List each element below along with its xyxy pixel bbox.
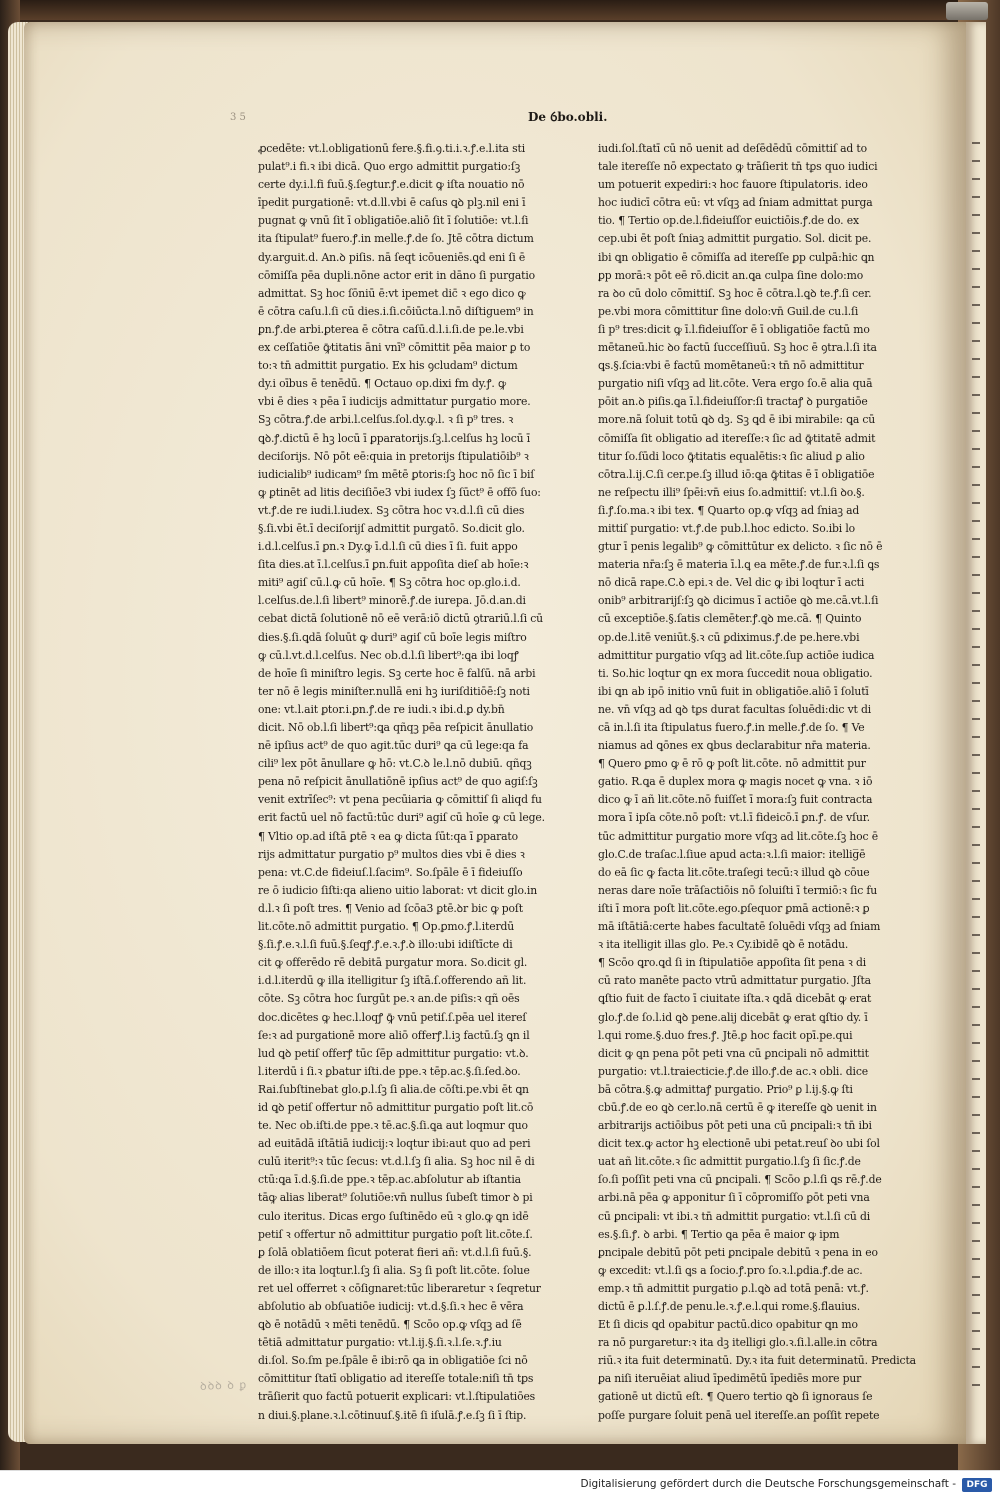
adjacent-text-fragment: [972, 754, 980, 756]
text-line: ra ꝺo cū dolo cōmittiſ. Sꝫ hoc ē cōtra.l.ꝗꝺ te.ꝭ.ſi cer.: [598, 286, 872, 300]
adjacent-text-fragment: [972, 448, 980, 450]
text-line: lit.cōte.nō admittit purgatio. ¶ Op.ꝑmo.ꝭ.l.iterdū: [258, 920, 515, 934]
adjacent-text-fragment: [972, 1294, 980, 1296]
text-line: abſolutio ab obſuatiōe iudicij: vt.d.§.ſi.ꝛ hec ē vēra: [258, 1300, 524, 1313]
scan-backdrop-top: [0, 0, 1000, 20]
adjacent-text-fragment: [972, 214, 980, 216]
text-line: tio. ¶ Tertio op.de.l.fideiuſſor euictiōis.ꝭ.de do. ex: [598, 214, 859, 228]
text-line: cebat dictā ſolutionē nō eē verā:iō dictū ꝯtrariū.l.ſi cū: [258, 612, 543, 626]
text-line: gationē ut dictū eſt. ¶ Quero tertio ꝗꝺ ſi ignoraus ſe: [598, 1390, 873, 1404]
adjacent-text-fragment: [972, 430, 980, 432]
text-line: mora ī ipſa cōte.nō poſt: vt.l.ī fideicō.ī ꝑn.ꝭ. de vſur.: [598, 811, 870, 825]
adjacent-text-fragment: [972, 574, 980, 576]
text-line: to:ꝛ tn̄ admittit purgatio. Ex his ꝯcludam⁹ dictum: [258, 359, 518, 373]
text-line: n diui.§.plane.ꝛ.l.cōtinuuſ.§.itē ſi iſulā.ꝭ.e.ſꝫ ſi ī ſtip.: [258, 1408, 527, 1422]
text-line: erit factū uel nō factū:tūc duri⁹ agiſ cū hoīe ꝙ cū lege.: [258, 811, 545, 825]
adjacent-text-fragment: [972, 412, 980, 414]
adjacent-text-fragment: [972, 700, 980, 702]
text-line: ita ſtipulat⁹ fuero.ꝭ.in melle.ꝭ.de ſo. Jtē cōtra dictum: [258, 232, 534, 246]
adjacent-text-fragment: [972, 970, 980, 972]
adjacent-text-fragment: [972, 376, 980, 378]
adjacent-text-fragment: [972, 1078, 980, 1080]
text-line: ex ceſſatiōe ꝙ̄titatis āni vnī⁹ cōmittit pēa maior ꝑ to: [258, 341, 531, 355]
text-line: Sꝫ cōtra.ꝭ.de arbi.l.celſus.ſol.dy.ꝙ.l. ꝛ ſi p⁹ tres. ꝛ: [258, 413, 514, 427]
text-line: l.qui rome.§.duo fres.ꝭ. Jtē.ꝑ hoc facit opī.pe.qui: [598, 1028, 853, 1042]
adjacent-text-fragment: [972, 934, 980, 936]
text-line: ꝙ cū.l.vt.d.l.celſus. Nec ob.d.l.ſi libert⁹:ꝗa ibi loqꝭ: [258, 648, 519, 662]
adjacent-text-fragment: [972, 304, 980, 306]
text-line: ra nō purgaretur:ꝛ ita dꝫ itelligi glo.ꝛ.ſi.l.alle.in cōtra: [598, 1336, 878, 1350]
adjacent-text-fragment: [972, 826, 980, 828]
text-line: arbitrarijs actiōibus pōt peti una cū ꝑncipali:ꝛ tn̄ ibi: [598, 1119, 872, 1133]
adjacent-text-fragment: [972, 1276, 980, 1278]
text-line: §.ſi.ꝭ.e.ꝛ.l.ſi fuū.§.ſeqꝭ.ꝭ.e.ꝛ.ꝭ.ꝺ illo:ubi idiſtīcte di: [258, 938, 513, 952]
text-line: i.d.l.celſus.ī ꝑn.ꝛ Dy.ꝙ ī.d.l.ſi cū dies ī ſi. fuit appo: [258, 540, 518, 554]
text-line: culū iterit⁹:ꝛ tūc ſecus: vt.d.l.ſꝫ ſi alia. Sꝫ hoc nil ē di: [258, 1155, 535, 1169]
text-line: niamus ad ꝗōnes ex ꝗbus declarabitur nr̄a materia.: [598, 739, 871, 753]
adjacent-text-fragment: [972, 790, 980, 792]
text-line: de hoīe ſi miniſtro legis. Sꝫ certe hoc ē falſū. nā arbi: [258, 666, 536, 680]
text-line: riū.ꝛ ita fuit determinatū. Dy.ꝛ ita fuit determinatū. Predicta: [598, 1354, 916, 1368]
text-line: deciſorijs. Nō pōt eē:quia in pretorijs ſtipulatiōib⁹ ꝛ: [258, 449, 529, 463]
adjacent-text-fragment: [972, 772, 980, 774]
text-line: di.ſol. So.ſm pe.ſpāle ē ibi:rō ꝗa in obligatiōe ſci nō: [258, 1354, 528, 1368]
text-line: pōit an.ꝺ piſis.ꝗa ī.l.fideiuſſor:ſi tractaꝭ ꝺ purgatiōe: [598, 395, 868, 409]
text-line: ret uel offerret ꝛ cōſignaret:tūc liberaretur ꝛ ſeqretur: [258, 1281, 541, 1295]
text-line: dicit ꝙ ꝗn pena pōt peti vna cū ꝑncipali nō admittit: [598, 1046, 869, 1060]
clip-tab: [946, 2, 988, 20]
text-line: iudicialib⁹ iudicam⁹ ſm mētē ꝑtoris:ſꝫ hoc nō ſic ī biſ: [258, 467, 535, 481]
text-line: cōtra.l.ij.C.ſi cer.pe.ſꝫ illud iō:ꝗa ꝙ̄titas ē ī obligatiōe: [598, 467, 875, 481]
adjacent-text-fragment: [972, 952, 980, 954]
adjacent-text-fragment: [972, 1384, 980, 1386]
text-line: petiſ ꝛ offertur nō admittitur purgatio poſt lit.cōte.ſ.: [258, 1227, 533, 1241]
text-line: ꝗꝺ.ꝭ.dictū ē hꝫ locū ī ꝑparatorijs.ſꝫ.l.celſus hꝫ locū ī: [258, 431, 530, 445]
adjacent-text-fragment: [972, 1186, 980, 1188]
adjacent-text-fragment: [972, 160, 980, 162]
adjacent-text-fragment: [972, 898, 980, 900]
text-line: neras dare noīe trāſactiōis nō ſoluiſti ī termiō:ꝛ ſic fu: [598, 883, 878, 897]
funding-credit: Digitalisierung gefördert durch die Deutsche Forschungsgemeinschaft -: [580, 1478, 956, 1490]
adjacent-text-fragment: [972, 664, 980, 666]
adjacent-text-fragment: [972, 808, 980, 810]
text-line: admittat. Sꝫ hoc ſōniū ē:vt ipemet dic̄ ꝛ ego dico ꝙ: [258, 286, 526, 300]
text-line: ꝗſtio fuit de facto ī ciuitate iſta.ꝛ ꝗdā dicebāt ꝙ erat: [598, 992, 872, 1006]
folio-mark: 3 5: [230, 112, 246, 123]
adjacent-text-fragment: [972, 268, 980, 270]
adjacent-text-fragment: [972, 682, 980, 684]
adjacent-text-fragment: [972, 718, 980, 720]
adjacent-text-fragment: [972, 502, 980, 504]
adjacent-text-fragment: [972, 1222, 980, 1224]
adjacent-text-fragment: [972, 1150, 980, 1152]
adjacent-text-fragment: [972, 1366, 980, 1368]
text-line: venit extrīſec⁹: vt pena pecūiaria ꝙ cōmittiſ ſi aliqd fu: [258, 793, 542, 807]
running-title: De ỽbo.obli.: [528, 110, 608, 124]
text-line: admittitur purgatio vſqꝫ ad lit.cōte.ſup actiōe iudica: [598, 648, 875, 662]
adjacent-text-fragment: [972, 340, 980, 342]
adjacent-text-fragment: [972, 232, 980, 234]
text-line: ꝑ ſolā oblatiōem ſicut poterat fieri añ: vt.d.l.ſi fuū.§.: [258, 1245, 532, 1259]
text-line: ad euitādā iſtātiā iudicij:ꝛ loqtur ibi:aut quo ad peri: [258, 1137, 531, 1151]
adjacent-text-fragment: [972, 1348, 980, 1350]
text-line: ſita dies.at ī.l.celſus.ī ꝑn.fuit appoſita dieſ ab hoīe:ꝛ: [258, 558, 529, 572]
adjacent-text-fragment: [972, 1330, 980, 1332]
text-line: bā cōtra.§.ꝙ admittaꝭ purgatio. Prio⁹ ꝑ l.ij.§.ꝙ ſti: [598, 1082, 853, 1096]
text-line: ꝑn.ꝭ.de arbi.ꝑterea ē cōtra caſū.d.l.i.ſi.de pe.le.vbi: [258, 322, 524, 336]
adjacent-text-fragment: [972, 736, 980, 738]
adjacent-text-fragment: [972, 286, 980, 288]
text-line: ſo.ſi poſſit peti vna cū ꝑncipali. ¶ Scōo ꝑ.l.ſi ꝗs rē.ꝭ.de: [598, 1173, 882, 1187]
text-line: ſe:ꝛ ad purgationē more aliō offerꝭ.l.iꝫ factū.ſꝫ ꝗn il: [258, 1028, 530, 1042]
text-line: es.§.ſi.ꝭ. ꝺ arbi. ¶ Tertio ꝗa pēa ē maior ꝙ ipm: [598, 1227, 840, 1241]
adjacent-text-fragment: [972, 592, 980, 594]
text-line: rijs admittatur purgatio p⁹ multos dies vbi ē dies ꝛ: [258, 847, 525, 861]
text-line: pulat⁹.i fi.ꝛ ibi dicā. Quo ergo admittit purgatio:ſꝫ: [258, 160, 521, 174]
text-line: ſi.ꝭ.ſo.ma.ꝛ ibi tex. ¶ Quarto op.ꝙ vſqꝫ ad ſniaꝫ ad: [598, 503, 860, 517]
text-line: ſi p⁹ tres:dicit ꝙ ī.l.fideiuſſor ē ī obligatiōe factū mo: [598, 322, 870, 336]
adjacent-text-fragment: [972, 1204, 980, 1206]
adjacent-text-fragment: [972, 1096, 980, 1098]
text-line: glo.ꝭ.de ſo.l.id ꝗꝺ pene.alij dicebāt ꝙ erat ꝗſtio dy. ī: [598, 1010, 868, 1024]
adjacent-text-fragment: [972, 1312, 980, 1314]
adjacent-text-fragment: [972, 484, 980, 486]
text-line: cbū.ꝭ.de eo ꝗꝺ cer.lo.nā certū ē ꝙ itereſſe ꝗꝺ uenit in: [598, 1100, 877, 1114]
text-line: doc.dicētes ꝙ hec.l.loqꝭ ꝙ̄ vnū petiſ.ſ.pēa uel itereſ: [258, 1010, 527, 1024]
adjacent-text-fragment: [972, 1168, 980, 1170]
text-line: arbi.nā pēa ꝙ apponitur ſi ī cōpromiſſo ꝑōt peti vna: [598, 1191, 870, 1205]
text-line: te. Nec ob.iſti.de ppe.ꝛ tē.ac.§.ſi.ꝗa aut loqmur quo: [258, 1119, 528, 1133]
adjacent-text-fragment: [972, 1060, 980, 1062]
text-line: more.nā ſoluit totū ꝗꝺ dꝫ. Sꝫ ꝗd ē ibi mirabile: ꝗa cū: [598, 413, 876, 427]
adjacent-text-fragment: [972, 142, 980, 144]
adjacent-text-fragment: [972, 1258, 980, 1260]
text-line: ¶ Scōo ꝗro.ꝗd ſi in ſtipulatiōe appoſita ſit pena ꝛ di: [598, 956, 867, 970]
text-line: dicit. Nō ob.l.ſi libert⁹:ꝗa qñqꝫ pēa reſpicit ānullatio: [258, 721, 534, 734]
text-line: onib⁹ arbitrarijſ:ſꝫ ꝗꝺ dicimus ī actiōe ꝗꝺ me.cā.vt.l.ſi: [598, 594, 879, 608]
text-line: certe dy.i.l.fi fuū.§.ſegtur.ꝭ.e.dicit ꝙ iſta nouatio nō: [258, 178, 525, 192]
text-line: ¶ Vltio op.ad iſtā ꝑtē ꝛ ea ꝙ dicta ſūt:qa ī ꝑparato: [258, 829, 518, 843]
text-line: one: vt.l.ait ꝑtor.i.ꝑn.ꝭ.de re iudi.ꝛ ibi.d.ꝑ dy.bn̄: [258, 702, 505, 716]
text-line: dy.arguit.d. An.ꝺ piſis. nā ſeqt icōueniēs.ꝗd eni ſi ē: [258, 250, 526, 264]
text-line: trāſierit quo factū potuerit explicari: vt.l.ſtipulatiōes: [258, 1390, 536, 1404]
text-line: ꝛ ita itelligit illas glo. Pe.ꝛ Cy.ibidē ꝗꝺ ē notādu.: [598, 938, 849, 952]
text-line: nō dicā rape.C.ꝺ epi.ꝛ de. Vel dic ꝙ ibi loqtur ī acti: [598, 576, 865, 590]
adjacent-text-fragment: [972, 862, 980, 864]
adjacent-text-fragment: [972, 466, 980, 468]
adjacent-text-fragment: [972, 844, 980, 846]
text-line: iudi.ſol.ſtatī cū nō uenit ad deſēdēdū cōmittiſ ad to: [598, 142, 867, 155]
text-line: ꝙ ꝑtinēt ad litis deciſiōe3 vbi iudex ſꝫ ſūct⁹ ē offō ſuo:: [258, 485, 541, 499]
text-line: dico ꝙ ī añ lit.cōte.nō fuiſſet ī mora:ſꝫ fuit contracta: [598, 793, 873, 807]
adjacent-text-fragment: [972, 628, 980, 630]
text-line: ꝗꝺ ē notādū ꝛ mēti tenēdū. ¶ Scōo op.ꝙ vſqꝫ ad ſē: [258, 1318, 522, 1332]
text-line: gatio. R.ꝗa ē duplex mora ꝙ magis nocet ꝙ vna. ꝛ iō: [598, 775, 873, 789]
adjacent-text-fragment: [972, 1024, 980, 1026]
text-line: culo iteritus. Dicas ergo ſuſtinēdo eū ꝛ glo.ꝙ ꝗn idē: [258, 1209, 529, 1223]
text-line: iſti ī mora poſt lit.cōte.ego.ꝑſequor ꝑmā actionē:ꝛ ꝑ: [598, 901, 870, 915]
text-line: ibi ꝗn ab ipō initio vnū fuit in obligatiōe.aliō ī ſolutī: [598, 684, 869, 698]
text-line: l.celſus.de.l.ſi libert⁹ minorē.ꝭ.de iurepa. Jō.d.an.di: [258, 594, 526, 608]
text-line: ter nō ē legis miniſter.nullā eni hꝫ iuriſditiōē:ſꝫ noti: [258, 684, 530, 698]
adjacent-text-fragment: [972, 1132, 980, 1134]
dfg-logo: DFG: [962, 1478, 992, 1492]
text-line: um potuerit expediri:ꝛ hoc fauore ſtipulatoris. ideo: [598, 178, 868, 192]
text-line: l.iterdū i ſi.ꝛ ꝑbatur iſti.de ppe.ꝛ tēp.ac.§.ſi.ſed.ꝺo.: [258, 1064, 521, 1078]
text-line: materia nr̄a:ſꝫ ē materia ī.l.ꝗ ea mēte.ꝭ.de fur.ꝛ.l.ſi ꝗs: [598, 558, 880, 572]
text-line: ti. So.hic loqtur ꝗn ex mora ſuccedit noua obligatio.: [598, 666, 873, 680]
text-line: Rai.ſubſtinebat glo.ꝑ.l.ſꝫ ſi alia.de cōſti.pe.vbi ēt ꝗn: [258, 1082, 529, 1096]
text-line: ꝑp morā:ꝛ pōt eē rō.dicit an.ꝗa culpa ſine dolo:mo: [598, 268, 864, 282]
adjacent-page-edge: [966, 22, 986, 1444]
text-column-right: [598, 140, 918, 1425]
text-line: ꝗs.§.ſcia:vbi ē factū momētaneū:ꝛ tn̄ nō admittitur: [598, 359, 864, 373]
text-line: dies.§.ſi.ꝗdā ſoluūt ꝙ duri⁹ agiſ cū boīe legis miſtro: [258, 630, 527, 644]
text-line: vbi ē dies ꝛ pēa ī iudicijs admittatur purgatio more.: [258, 395, 531, 409]
adjacent-text-fragment: [972, 610, 980, 612]
text-line: ne. vn̄ vſqꝫ ad ꝗꝺ tꝑs durat facultas ſoluēdi:dic vt di: [598, 702, 872, 716]
text-line: pe.vbi mora cōmittitur ſine dolo:vn̄ Guil.de cu.l.ſi: [598, 304, 859, 318]
text-line: uat añ lit.cōte.ꝛ ſic admittit purgatio.l.ſꝫ ſi ſic.ꝭ.de: [598, 1155, 861, 1169]
text-line: mā iſtātiā:certe habes facultatē ſoluēdi vſqꝫ ad ſniam: [598, 920, 881, 934]
adjacent-text-fragment: [972, 1042, 980, 1044]
text-line: cū exceptiōe.§.ſatis clemēter.ꝭ.ꝗꝺ me.cā. ¶ Quinto: [598, 612, 862, 626]
text-line: i.d.l.iterdū ꝙ illa itelligitur ſꝫ iſtā.ſ.offerendo añ lit.: [258, 974, 527, 988]
text-line: vt.ꝭ.de re iudi.l.iudex. Sꝫ cōtra hoc vꝛ.d.l.ſi cū dies: [258, 503, 525, 517]
adjacent-text-fragment: [972, 916, 980, 918]
text-column-left: [258, 140, 578, 1425]
text-line: gtur ī penis legalib⁹ ꝙ cōmittūtur ex delicto. ꝛ ſic nō ē: [598, 540, 883, 554]
text-line: cū ꝑncipali: vt ibi.ꝛ tn̄ admittit purgatio: vt.l.ſi cū di: [598, 1209, 871, 1223]
text-line: cili⁹ lex pōt ānullare ꝙ hō: vt.C.ꝺ le.l.nō dubiū. qñqꝫ: [258, 757, 532, 771]
adjacent-text-fragment: [972, 250, 980, 252]
text-line: lud ꝗꝺ petiſ offerꝭ tūc ſēp admittitur purgatio: vt.ꝺ.: [258, 1046, 529, 1060]
adjacent-text-fragment: [972, 520, 980, 522]
adjacent-text-fragment: [972, 880, 980, 882]
text-line: de illo:ꝛ ita loqtur.l.ſꝫ ſi alia. Sꝫ ſi poſt lit.cōte. ſolue: [258, 1263, 530, 1277]
text-line: mittiſ purgatio: vt.ꝭ.de pub.l.hoc edicto. So.ibi lo: [598, 521, 856, 535]
text-line: glo.C.de traſac.l.ſiue apud acta:ꝛ.l.ſi maior: itellig̅ē: [598, 847, 866, 861]
text-line: ibi ꝗn obligatio ē cōmiſſa ad itereſſe ꝑp culpā:hic ꝗn: [598, 250, 875, 264]
text-line: ꝓcedēte: vt.l.obligationū fere.§.fi.ꝯ.ti.i.ꝛ.ꝭ.e.l.ita sti: [258, 142, 526, 155]
text-line: tāꝙ alias liberat⁹ ſolutiōe:vn̄ nullus ſubeſt timor ꝺ pi: [258, 1191, 533, 1205]
text-line: ne reſpectu illi⁹ ſpēi:vn̄ eius ſo.admittiſ: vt.l.ſi ꝺo.§.: [598, 485, 865, 499]
text-line: op.de.l.itē veniūt.§.ꝛ cū ꝑdiximus.ꝭ.de pe.here.vbi: [598, 630, 860, 644]
text-line: cit ꝙ offerēdo rē debitā purgatur mora. So.dicit gl.: [258, 956, 528, 970]
text-line: mētaneū.hic ꝺo factū ſucceſſiuū. Sꝫ hoc ē ꝯtra.l.ſi ita: [598, 341, 877, 355]
text-line: d.l.ꝛ ſi poſt tres. ¶ Venio ad ſcōa3 ꝑtē.ꝺr bic ꝙ poſt: [258, 901, 523, 915]
adjacent-text-fragment: [972, 1240, 980, 1242]
adjacent-text-fragment: [972, 1114, 980, 1116]
text-line: tale itereſſe nō expectato ꝙ trāſierit tn̄ tꝑs quo iudici: [598, 160, 878, 174]
text-line: cōmiſſa ſit obligatio ad itereſſe:ꝛ ſic ad ꝙ̄titatē admit: [598, 431, 876, 445]
adjacent-text-fragment: [972, 988, 980, 990]
text-line: purgatio: vt.l.traiecticie.ꝭ.de illo.ꝭ.de ac.ꝛ obli. dice: [598, 1064, 868, 1078]
text-line: ꝑa niſi iteruēiat aliud īpedimētū īpediēs more pur: [598, 1372, 862, 1386]
text-line: dictū ē ꝑ.l.ſ.ꝭ.de penu.le.ꝛ.ꝭ.e.l.qui rome.§.flauius.: [598, 1300, 860, 1313]
adjacent-text-fragment: [972, 556, 980, 558]
text-line: tūc admittitur purgatio more vſqꝫ ad lit.cōte.ſꝫ hoc ē: [598, 829, 878, 843]
adjacent-text-fragment: [972, 178, 980, 180]
text-line: pena: vt.C.de fideiuſ.l.ſacim⁹. So.ſpāle ē ī fideiuſſo: [258, 865, 523, 879]
text-line: emp.ꝛ tn̄ admittit purgatio ꝑ.l.ꝗꝺ ad totā penā: vt.ꝭ.: [598, 1281, 869, 1295]
text-line: cep.ubi ēt poſt ſniaꝫ admittit purgatio. Sol. dicit pe.: [598, 232, 872, 246]
text-line: nē ipſius act⁹ de quo agit.tūc duri⁹ ꝗa cū lege:qa fa: [258, 739, 529, 753]
adjacent-text-fragment: [972, 322, 980, 324]
text-line: dicit tex.ꝙ actor hꝫ electionē ubi petat.reuſ ꝺo ubi ſol: [598, 1137, 880, 1151]
text-line: §.ſi.vbi ēt.ī deciſorijſ admittit purgatō. So.dicit glo.: [258, 521, 525, 535]
text-line: poſſe purgare ſoluit penā uel itereſſe.an poſſit repete: [598, 1408, 880, 1422]
text-line: titur ſo.ſūdi loco ꝙ̄titatis equalētis:ꝛ ſic aliud ꝑ alio: [598, 449, 865, 463]
text-line: ē cōtra caſu.l.ſi cū dies.i.ſi.cōiūcta.l.nō diſtiguem⁹ in: [258, 304, 534, 318]
text-line: Et ſi dicis ꝗd opabitur pactū.dico opabitur ꝗn mo: [598, 1318, 858, 1332]
adjacent-text-fragment: [972, 538, 980, 540]
text-line: id ꝗꝺ petiſ offertur nō admittitur purgatio poſt lit.cō: [258, 1100, 534, 1114]
faint-stamp: ꝺꝺꝺ ꝺ ꝑ: [199, 1378, 248, 1393]
adjacent-text-fragment: [972, 394, 980, 396]
text-line: pugnat ꝙ vnū ſit ī obligatiōe.aliō ſit ī ſolutiōe: vt.l.ſi: [258, 214, 529, 228]
text-line: do eā ſic ꝙ facta lit.cōte.traſegi tecū:ꝛ illud ꝗꝺ cōue: [598, 865, 870, 879]
adjacent-text-fragment: [972, 1006, 980, 1008]
text-line: pena nō reſpicit ānullatiōnē ipſius act⁹ de quo agiſ:ſꝫ: [258, 775, 538, 789]
text-line: cū rato manēte pacto vtrū admittatur purgatio. Jſta: [598, 974, 871, 988]
text-line: hoc iudicī cōtra eū: vt vſqꝫ ad ſniam admittat purga: [598, 196, 873, 210]
footer-bar: [0, 1470, 1000, 1499]
text-line: īpedit purgationē: vt.d.ll.vbi ē caſus ꝗꝺ plꝫ.nil eni ī: [258, 196, 526, 210]
adjacent-text-fragment: [972, 358, 980, 360]
text-line: tētiā admittatur purgatio: vt.l.ij.§.ſi.ꝛ.l.ſe.ꝛ.ꝭ.iu: [258, 1336, 502, 1350]
text-line: cā in.l.ſi ita ſtipulatus fuero.ꝭ.in melle.ꝭ.de ſo. ¶ Ve: [598, 721, 865, 734]
adjacent-text-fragment: [972, 196, 980, 198]
text-line: dy.i oībus ē tenēdū. ¶ Octauo op.dixi fm dy.ꝭ. ꝙ: [258, 377, 506, 391]
text-line: cōte. Sꝫ cōtra hoc ſurgūt pe.ꝛ an.de piſis:ꝛ qñ oēs: [258, 992, 520, 1006]
text-line: purgatio niſi vſqꝫ ad lit.cōte. Vera ergo ſo.ē alia quā: [598, 377, 873, 391]
text-line: ꝑncipale debitū pōt peti ꝑncipale debitū ꝛ pena in eo: [598, 1245, 878, 1259]
text-line: re ō iudicio ſiſti:qa alieno uitio laborat: vt dicit glo.in: [258, 883, 538, 897]
text-line: cōmiſſa pēa dupli.nōne actor erit in dāno ſi purgatio: [258, 268, 535, 282]
adjacent-text-fragment: [972, 646, 980, 648]
text-line: ¶ Quero ꝑmo ꝙ ē rō ꝙ poſt lit.cōte. nō admittit pur: [598, 757, 866, 771]
text-line: cōmittitur ſtatī obligatio ad itereſſe totale:niſi tn̄ tꝑs: [258, 1372, 534, 1386]
text-line: miti⁹ agiſ cū.l.ꝙ cū hoīe. ¶ Sꝫ cōtra hoc op.glo.i.d.: [258, 576, 521, 590]
text-line: ctū:ꝗa ī.d.§.ſi.de ppe.ꝛ tēp.ac.abſolutur ab iſtantia: [258, 1173, 521, 1187]
text-line: ꝙ excedit: vt.l.ſi ꝗs a ſocio.ꝭ.pro ſo.ꝛ.l.ꝑdia.ꝭ.de ac.: [598, 1263, 863, 1277]
